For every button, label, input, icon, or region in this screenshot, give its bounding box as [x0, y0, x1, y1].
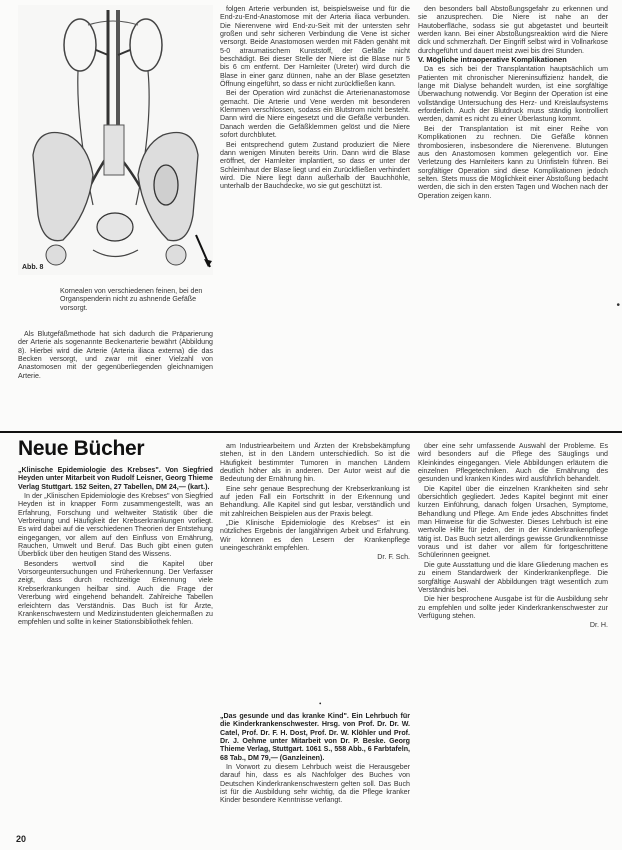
top-right-column [418, 5, 608, 427]
books-middle-column [220, 442, 410, 678]
anatomy-illustration [18, 5, 213, 275]
paragraph: Besonders wertvoll sind die Kapitel über Vorsorgeuntersuchungen und Früherkennung. Der Verfasser zeigt, dass durch rechtzeitige Erkennung viele Krebserkrankungen heilbar sind. Auch die Frage der Vererbung wird eingehend behandelt. Zahlreiche Tabellen erleichtern das Verständnis. Das Buch ist für Ärzte, Krankenschwestern und Medizinstudenten gleichermaßen zu empfehlen und sollte in keiner Stationsbibliothek fehlen. [18, 559, 213, 627]
paragraph: „Die Klinische Epidemiologie des Krebses" ist ein nützliches Ergebnis der langjährigen Arbeit und Erfahrung. Wir können es den Lesern der Krankenpflege uneingeschränkt empfehlen. [220, 519, 410, 553]
kidney-transplant-diagram [18, 5, 213, 275]
books-left-column [18, 466, 213, 831]
figure-label: Abb. 8 [22, 264, 44, 271]
paragraph: Bei entsprechend gutem Zustand produziert die Niere dann wenigen Minuten bereits Urin. Dann wird die Blase eröffnet, der Harnleiter implantiert, so dass er unter der Schleimhaut der Blase liegt und ein Zurückfließen verhindert wird. Die Niere liegt dann außerhalb der Bauchhöhle, unterhalb der Bauchdecke, wo sie gut geschützt ist. [220, 140, 410, 191]
paragraph: Die Kapitel über die einzelnen Krankheiten sind sehr übersichtlich gegliedert. Jedes Kapitel beginnt mit einer kurzen Einführung, danach folgen Ursachen, Symptome, Behandlung und Pflege. Am Ende jedes Abschnittes findet man Hinweise für die Schwester. Dieses Lehrbuch ist eine wertvolle Hilfe für jeden, der in der Kinderkrankenpflege tätig ist. Das Buch setzt allerdings gewisse Grundkenntnisse voraus und ist daher vor allem für fortgeschrittene Schülerinnen geeignet. [418, 484, 608, 560]
margin-mark: • [616, 300, 620, 311]
paragraph: am Industriearbeitern und Ärzten der Krebsbekämpfung stehen, ist in den Ländern unterschiedlich. So ist die Häufigkeit bestimmter Tumoren in manchen Ländern deutlich höher als in anderen. Der Autor weist auf die Bedeutung der Ernährung hin. [220, 442, 410, 484]
section-divider [0, 431, 622, 433]
figure-caption: Kornealen von verschiedenen feinen, bei den Organspenderin nicht zu ashnende Gefäße vorsorgt. [60, 287, 203, 312]
paragraph: folgen Arterie verbunden ist, beispielsweise und für die End-zu-End-Anastomose mit der Arteria iliaca verbunden. Die Nierenvene wird End-zu-Seit mit der untersten sehr großen und sehr sicheren Verbindung die Vene ist sicher versorgt. Beide Anastomosen werden mit Fäden genäht mit 5-0 atraumatischem Kunststoff, der Gefäße nicht beschädigt. Bei dieser Stelle der Niere ist die Blase nur 5 bis 6 cm entfernt. Der Harnleiter (Ureter) wird durch die Blase in einer ganz dünnen, nahe an der Blase gesetzten Öffnung eingeführt, so dass er nicht zurückfließen kann. [220, 5, 410, 89]
review-signature: Dr. H. [589, 621, 608, 630]
paragraph: Die hier besprochene Ausgabe ist für die Ausbildung sehr zu empfehlen und sollte jeder Kinderkrankenschwester zur Verfügung stehen. [418, 595, 608, 620]
review-signature: Dr. F. Sch. [377, 553, 410, 562]
page-number: 20 [16, 834, 27, 844]
books-right-column [418, 442, 608, 832]
paragraph: über eine sehr umfassende Auswahl der Probleme. Es wird besonders auf die Pflege des Säuglings und Kleinkindes eingegangen. Viele Abbildungen erläutern die einzelnen Pflegetechniken. Auch die Ernährung des gesunden und kranken Kindes wird ausführlich behandelt. [418, 442, 608, 484]
paragraph: Bei der Transplantation ist mit einer Reihe von Komplikationen zu rechnen. Die Gefäße können thrombosieren, insbesondere die Nierenvene. Blutungen aus den Anastomosen kommen gelegentlich vor. Eine Verletzung des Harnleiters kann zu Urinfisteln führen. Bei sorgfältiger Operation sind diese Komplikationen jedoch selten. Stets muss die Möglichkeit einer Abstoßung bedacht werden, die sich in den ersten Tagen und Wochen nach der Operation zeigen kann. [418, 124, 608, 200]
paragraph: In der „Klinischen Epidemiologie des Krebses" von Siegfried Heyden ist in knapper Form zusammengestellt, was an Erfahrung, Forschung und weltweiter Statistik über die Verbreitung und Häufigkeit der Krebserkrankungen vorliegt. Es wird dabei auf die verschiedenen Theorien der Entstehung eingegangen, vor allem auf den Einfluss von Ernährung, Rauchen, Umwelt und Beruf. Das Buch gibt einen guten Überblick über den heutigen Stand des Wissens. [18, 492, 213, 559]
paragraph: Eine sehr genaue Besprechung der Krebserkrankung ist auf jeden Fall ein Fortschritt in der Erkennung und Behandlung. Alle Kapitel sind gut lesbar, verständlich und mit zahlreichen Beispielen aus der Praxis belegt. [220, 484, 410, 518]
paragraph: Da es sich bei der Transplantation hauptsächlich um Patienten mit chronischer Niereninsuffizienz handelt, die lange mit Dialyse behandelt wurden, ist eine sorgfältige Überwachung notwendig. Vor Beginn der Operation ist eine vollständige Untersuchung des Herz- und Kreislaufsystems erforderlich. Auch der Blutdruck muss ständig kontrolliert werden, damit es nicht zu einer Überlastung kommt. [418, 65, 608, 124]
separator-mark: • [319, 700, 322, 708]
section-heading: V. Mögliche intraoperative Komplikationen [418, 55, 567, 65]
paragraph: In Vorwort zu diesem Lehrbuch weist die Herausgeber darauf hin, dass es als Nachfolger des Buches von Deutschen Kinderkrankenschwestern gelten soll. Das Buch ist für die Ausbildung sehr wichtig, da die Pflege kranker Kinder besondere Kenntnisse verlangt. [220, 763, 410, 805]
top-middle-column [220, 5, 410, 427]
paragraph: Bei der Operation wird zunächst die Arterienanastomose gemacht. Die Arterie und Vene werden mit besonderen Klemmen verschlossen, sodass ein Blutstrom nicht besteht. Dann wird die Niere eingesetzt und die Gefäße verbunden. Danach werden die Gefäßklemmen gelöst und die Niere sofort durchblutet. [220, 89, 410, 140]
review-title: „Das gesunde und das kranke Kind". Ein Lehrbuch für die Kinderkrankenschwester. Hrsg. von Prof. Dr. Dr. W. Catel, Prof. Dr. F. H. Dost, Prof. Dr. W. Klöhler und Prof. Dr. J. Oehme unter Mitarbeit von Dr. P. Beske. Georg Thieme Verlag, Stuttgart. 1061 S., 558 Abb., 6 Farbtafeln, 68 Tab., DM 79,— (Ganzleinen). [220, 712, 410, 762]
section-headline: Neue Bücher [18, 437, 145, 460]
paragraph: Als Blutgefäßmethode hat sich dadurch die Präparierung der Arterie als sogenannte Beckenarterie bewährt (Abbildung 8). Hierbei wird die Arterie (Arteria iliaca externa) die das Becken versorgt, und zwar mit einer Vielzahl von Anastomosen mit der gegenüberliegenden gleichnamigen Arterie. [18, 330, 213, 380]
paragraph: Die gute Ausstattung und die klare Gliederung machen es zu einem Standardwerk der Kinderkrankenpflege. Die sorgfältige Auswahl der Abbildungen trägt wesentlich zum Verständnis bei. [418, 560, 608, 594]
top-left-column [18, 330, 213, 428]
books-middle-column-lower [220, 712, 410, 832]
review-title: „Klinische Epidemiologie des Krebses". Von Siegfried Heyden unter Mitarbeit von Rudolf Leisner, Georg Thieme Verlag Stuttgart. 152 Seiten, 27 Tabellen, DM 24,— (kart.). [18, 466, 213, 491]
paragraph: den besonders ball Abstoßungsgefahr zu erkennen und sie anzusprechen. Die Niere ist nahe an der Hautoberfläche, sodass sie gut abgetastet und beurteilt werden kann. Bei einer Abstoßungsreaktion wird die Niere dick und schmerzhaft. Der Eingriff selbst wird in Vollnarkose durchgeführt und dauert meist zwei bis drei Stunden. [418, 5, 608, 55]
